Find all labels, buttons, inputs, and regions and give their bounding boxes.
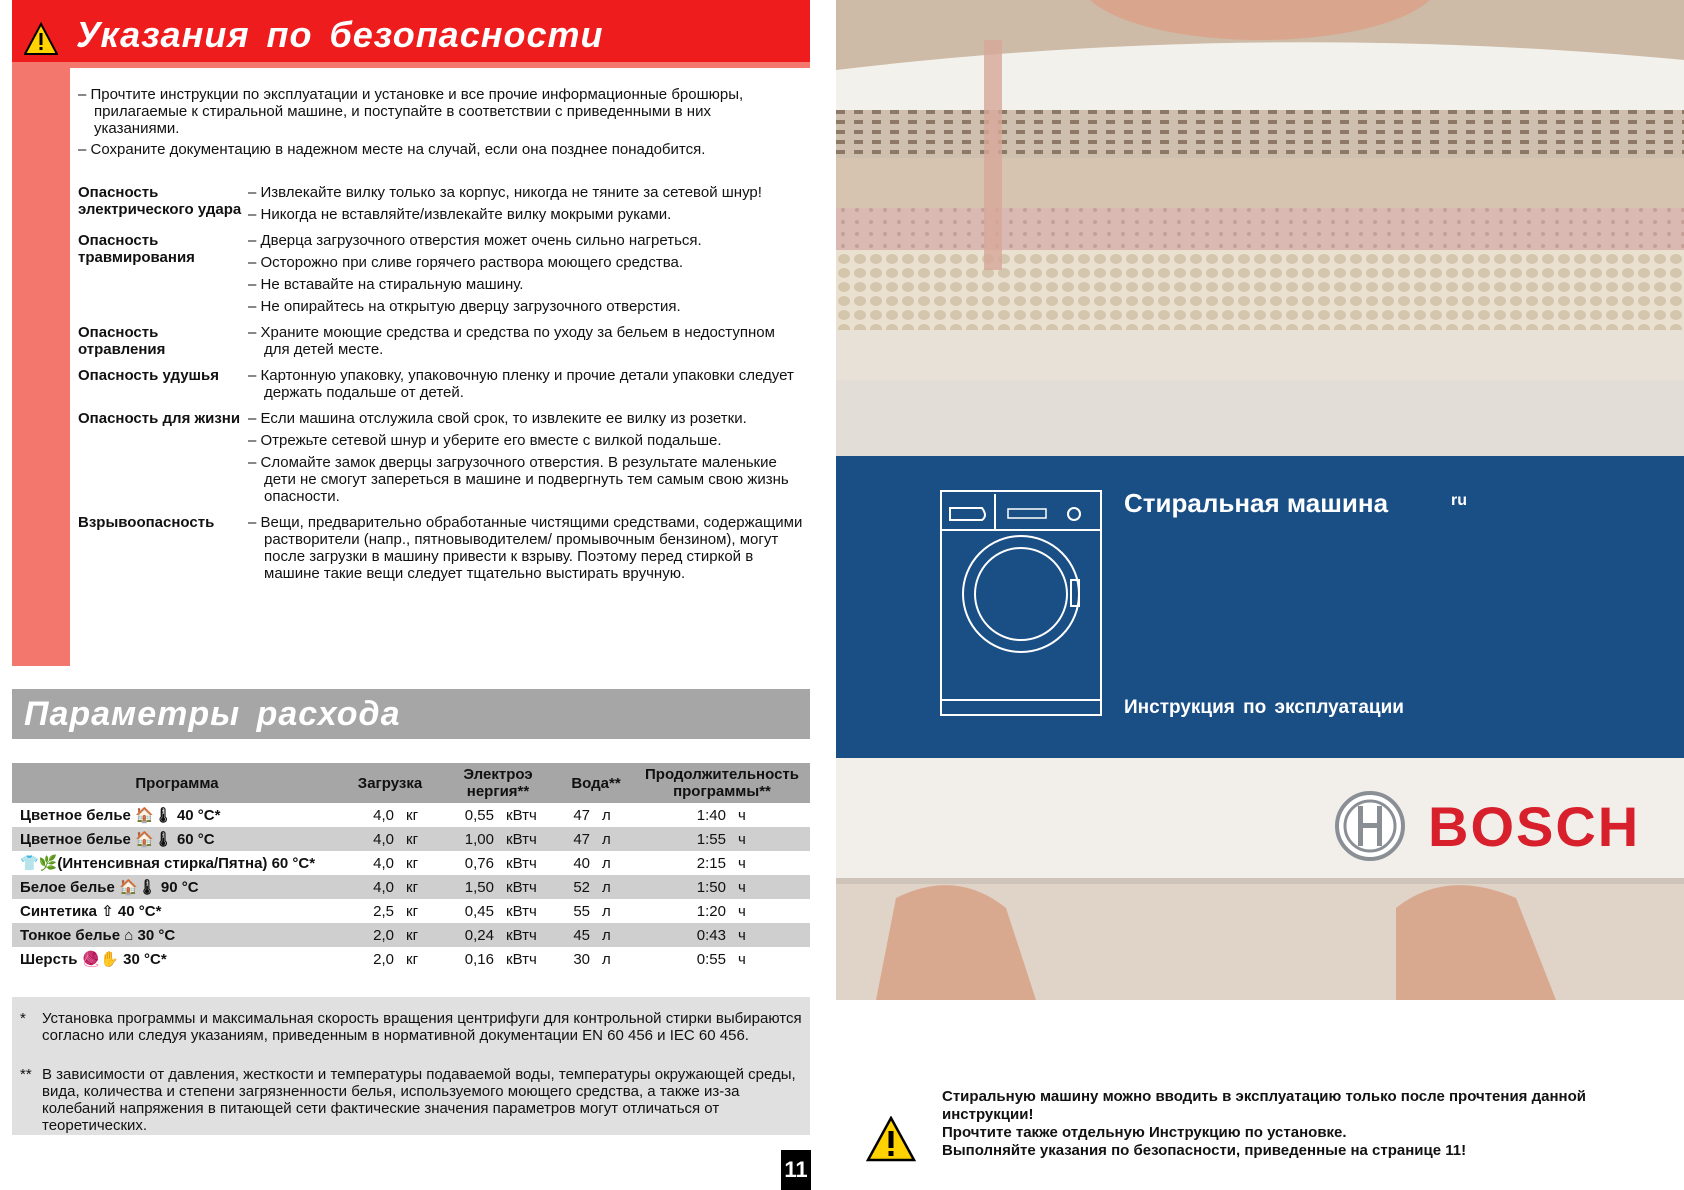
load-unit: кг: [398, 923, 438, 947]
program-cell: Синтетика ⇧ 40 °C*: [20, 903, 162, 920]
hazard-list: [78, 184, 804, 591]
cover-title: Стиральная машина: [1124, 488, 1389, 518]
hazard-item: – Сломайте замок дверцы загрузочного отверстия. В результате маленькие дети не смогут запереться в машине и подвергнуть тем самым свою жизнь опасности.: [248, 454, 789, 505]
load-value: 2,0: [373, 950, 394, 968]
load-unit: кг: [398, 875, 438, 899]
hazard-item: – Если машина отслужила свой срок, то извлеките ее вилку из розетки.: [248, 410, 747, 427]
cover-language: ru: [1451, 492, 1467, 509]
water-value: 40: [573, 854, 590, 872]
energy-unit: кВтч: [498, 923, 558, 947]
duration-value: 1:20: [696, 902, 726, 920]
hazard-item: – Вещи, предварительно обработанные чистящими средствами, содержащими растворители (напр., пятновыводителем/ промывочным бензином), могут после загрузки в машину привести к взрыву. Поэтому перед стиркой в машине такие вещи следует тщательно выстирать вручную.: [248, 514, 803, 582]
energy-unit: кВтч: [498, 875, 558, 899]
energy-value: 0,45: [464, 902, 494, 920]
water-value: 45: [558, 923, 594, 947]
load-value: 4,0: [342, 875, 398, 899]
duration-value: 0:55: [696, 950, 726, 968]
duration-value: 1:50: [634, 875, 730, 899]
energy-value: 0,24: [438, 923, 498, 947]
water-unit: л: [594, 827, 634, 851]
safety-top-strip: [12, 62, 810, 68]
program-cell: Шерсть 🧶✋ 30 °C*: [20, 951, 167, 968]
hazard-item: – Не опирайтесь на открытую дверцу загрузочного отверстия.: [248, 298, 681, 315]
footnote-mark: *: [20, 1010, 26, 1027]
duration-unit: ч: [738, 854, 746, 872]
header-program: Программа: [12, 763, 342, 803]
load-value: 2,5: [373, 902, 394, 920]
cover-subtitle: Инструкция по эксплуатации: [1124, 697, 1404, 718]
warning-icon: [24, 22, 58, 56]
hazard-injury: [78, 232, 804, 320]
water-unit: л: [594, 923, 634, 947]
hazard-item: – Отрежьте сетевой шнур и уберите его вместе с вилкой подальше.: [248, 432, 722, 449]
energy-value: 1,00: [438, 827, 498, 851]
warning-icon: [866, 1116, 916, 1162]
duration-unit: ч: [730, 827, 810, 851]
hazard-label: Опасность отравления: [78, 324, 166, 358]
header-load: Загрузка: [342, 763, 438, 803]
program-cell: Тонкое белье ⌂ 30 °C: [12, 923, 342, 947]
footnote-text: В зависимости от давления, жесткости и температуры подаваемой воды, температуры окружающей среды, вида, количества и степени загрязненности белья, используемого моющего средства, а также из-за колебаний напряжения в питающей сети фактические значения параметров могут отличаться от теоретических.: [42, 1066, 796, 1134]
safety-intro: [78, 86, 798, 162]
consumption-table: [12, 763, 810, 971]
safety-title: Указания по безопасности: [76, 14, 604, 55]
notice-line: Выполняйте указания по безопасности, приведенные на странице 11!: [942, 1142, 1467, 1159]
footnote: [12, 1010, 804, 1044]
intro-paragraph: – Прочтите инструкции по эксплуатации и установке и все прочие информационные брошюры, прилагаемые к стиральной машине, и поступайте в соответствии с приведенными в них указаниями.: [78, 86, 744, 137]
bosch-logo-icon: [1334, 790, 1406, 862]
safety-section-header: [12, 0, 810, 62]
hazard-label: Опасность удушья: [78, 367, 220, 384]
duration-value: 1:55: [634, 827, 730, 851]
load-value: 2,0: [342, 923, 398, 947]
hazard-label: Опасность для жизни: [78, 410, 241, 427]
water-value: 52: [558, 875, 594, 899]
energy-unit: кВтч: [506, 854, 537, 872]
load-value: 4,0: [373, 854, 394, 872]
hazard-electric: [78, 184, 804, 228]
hazard-suffocation: [78, 367, 804, 406]
header-duration: Продолжительность программы**: [634, 763, 810, 803]
duration-value: 0:43: [634, 923, 730, 947]
duration-value: 2:15: [696, 854, 726, 872]
footnote-mark: **: [20, 1066, 32, 1083]
hazard-item: – Не вставайте на стиральную машину.: [248, 276, 524, 293]
load-unit: кг: [406, 950, 419, 968]
table-row: [12, 803, 810, 827]
water-unit: л: [594, 875, 634, 899]
load-value: 4,0: [373, 806, 394, 824]
load-value: 4,0: [342, 827, 398, 851]
duration-unit: ч: [738, 806, 746, 824]
energy-value: 0,16: [464, 950, 494, 968]
water-value: 55: [573, 902, 590, 920]
energy-unit: кВтч: [506, 902, 537, 920]
duration-unit: ч: [730, 875, 810, 899]
page-number: 11: [781, 1150, 811, 1190]
cover-notice: [942, 1088, 1662, 1160]
program-cell: Белое белье 🏠🌡 90 °C: [12, 875, 342, 899]
cover-photo-towels: [836, 0, 1684, 456]
table-row: [12, 827, 810, 851]
water-value: 30: [573, 950, 590, 968]
hazard-poisoning: [78, 324, 804, 363]
folded-laundry-illustration: [836, 0, 1684, 456]
water-unit: л: [602, 854, 611, 872]
hazard-label: Опасность травмирования: [78, 232, 195, 266]
hazard-label: Взрывоопасность: [78, 514, 215, 531]
energy-unit: кВтч: [498, 827, 558, 851]
consumption-section-header: [12, 689, 810, 739]
hazard-life: [78, 410, 804, 510]
program-cell: Цветное белье 🏠🌡 40 °C*: [20, 807, 221, 824]
energy-value: 0,55: [464, 806, 494, 824]
program-cell: 👕🌿(Интенсивная стирка/Пятна) 60 °C*: [20, 855, 316, 872]
table-header-row: [12, 763, 810, 803]
hazard-item: – Храните моющие средства и средства по уходу за бельем в недоступном для детей месте.: [248, 324, 775, 358]
brand-name: BOSCH: [1428, 795, 1641, 858]
table-row: [12, 899, 810, 923]
water-value: 47: [573, 806, 590, 824]
duration-unit: ч: [730, 923, 810, 947]
hazard-item: – Картонную упаковку, упаковочную пленку и прочие детали упаковки следует держать подальше от детей.: [248, 367, 794, 401]
table-row: [12, 947, 810, 971]
notice-line: Прочтите также отдельную Инструкцию по установке.: [942, 1124, 1347, 1141]
hazard-explosion: [78, 514, 804, 587]
water-unit: л: [602, 950, 611, 968]
energy-value: 0,76: [464, 854, 494, 872]
hazard-item: – Осторожно при сливе горячего раствора моющего средства.: [248, 254, 684, 271]
header-energy: Электроэ нергия**: [438, 763, 558, 803]
washing-machine-icon: [940, 490, 1102, 716]
intro-paragraph: – Сохраните документацию в надежном месте на случай, если она позднее понадобится.: [78, 141, 706, 158]
program-cell: Цветное белье 🏠🌡 60 °C: [12, 827, 342, 851]
load-unit: кг: [406, 902, 419, 920]
footnotes: [12, 997, 810, 1135]
table-row: [12, 923, 810, 947]
footnote: [12, 1066, 804, 1134]
table-row: [12, 875, 810, 899]
load-unit: кг: [406, 854, 419, 872]
hazard-label: Опасность электрического удара: [78, 184, 242, 218]
energy-unit: кВтч: [506, 950, 537, 968]
water-unit: л: [602, 902, 611, 920]
energy-value: 1,50: [438, 875, 498, 899]
safety-side-strip: [12, 62, 70, 666]
duration-value: 1:40: [696, 806, 726, 824]
notice-line: Стиральную машину можно вводить в эксплуатацию только после прочтения данной инструкции!: [942, 1088, 1586, 1123]
footnote-text: Установка программы и максимальная скорость вращения центрифуги для контрольной стирки выбираются согласно или следуя указаниям, приведенным в нормативной документации EN 60 456 и IEC 60 456.: [42, 1010, 802, 1044]
hazard-item: – Дверца загрузочного отверстия может очень сильно нагреться.: [248, 232, 702, 249]
load-unit: кг: [406, 806, 419, 824]
hazard-item: – Извлекайте вилку только за корпус, никогда не тяните за сетевой шнур!: [248, 184, 762, 201]
water-value: 47: [558, 827, 594, 851]
hazard-item: – Никогда не вставляйте/извлекайте вилку мокрыми руками.: [248, 206, 672, 223]
duration-unit: ч: [738, 950, 746, 968]
table-row: [12, 851, 810, 875]
consumption-title: Параметры расхода: [24, 695, 401, 733]
energy-unit: кВтч: [506, 806, 537, 824]
duration-unit: ч: [738, 902, 746, 920]
water-unit: л: [602, 806, 611, 824]
load-unit: кг: [398, 827, 438, 851]
header-water: Вода**: [558, 763, 634, 803]
